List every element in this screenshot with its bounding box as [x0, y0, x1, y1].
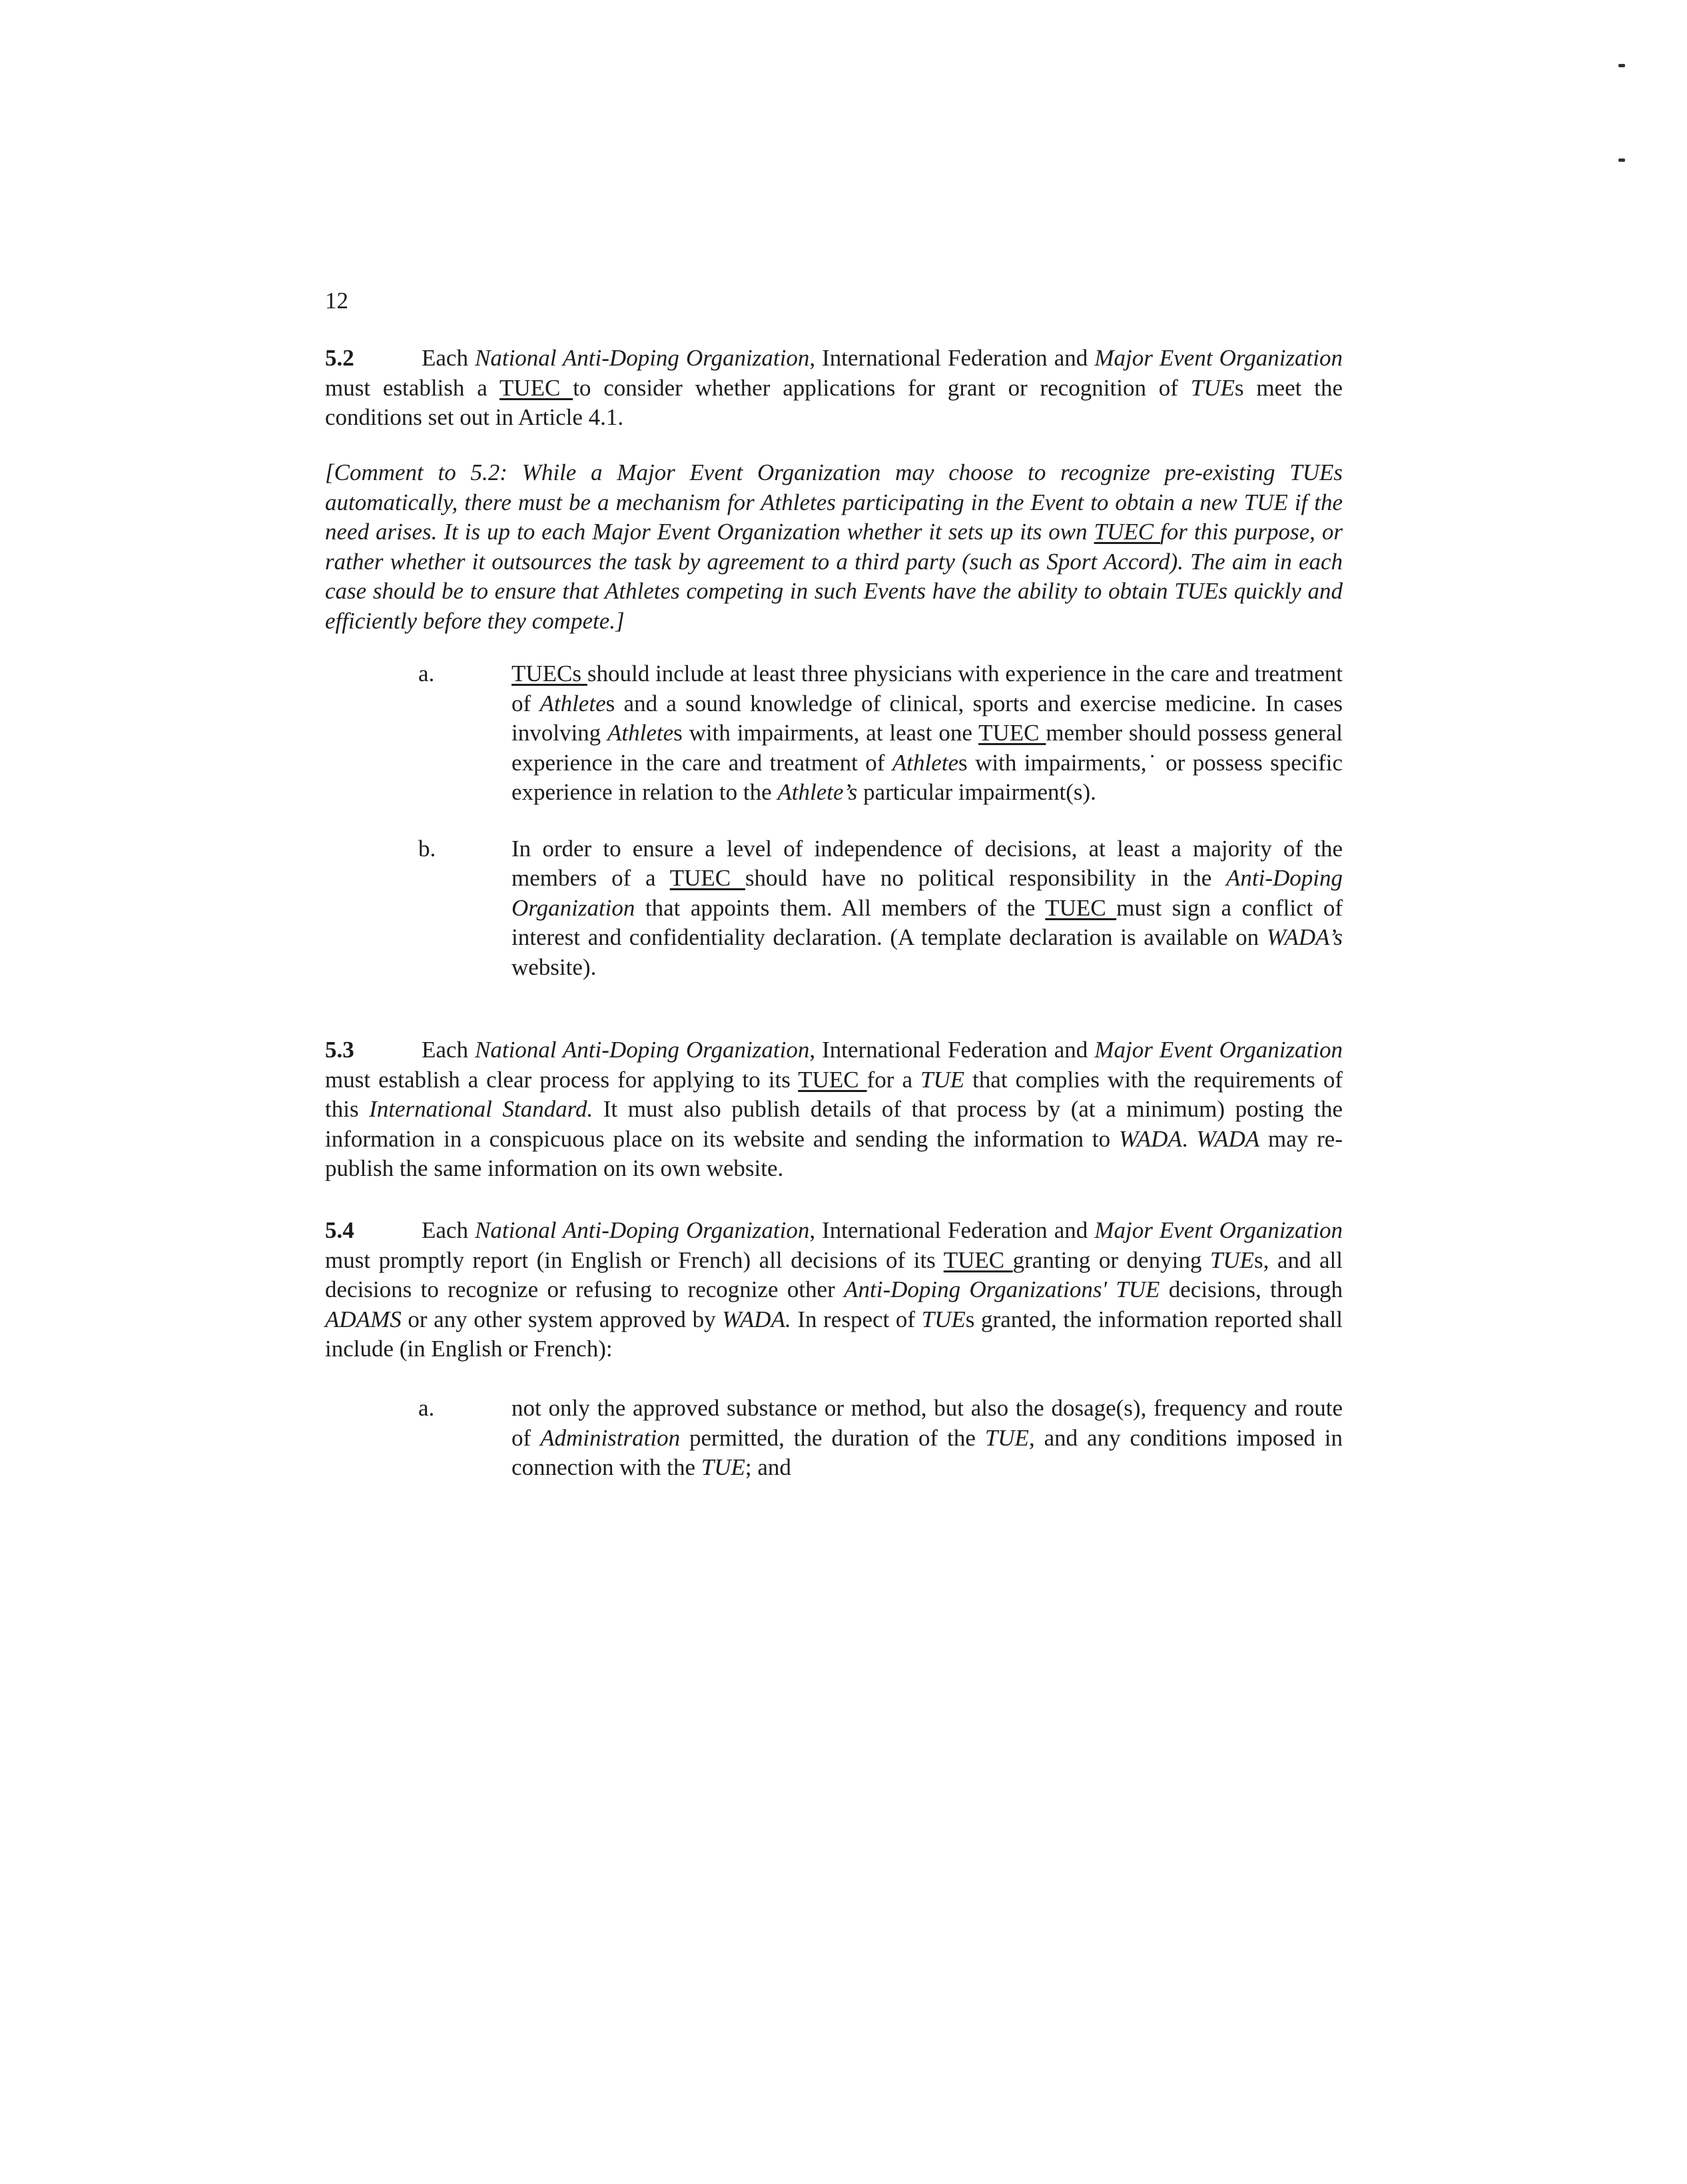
- text: s with impairments,˙ or possess specific experience in relation to the: [511, 749, 1343, 805]
- underlined-term: TUEC: [499, 374, 573, 401]
- underlined-term: TUEC: [943, 1246, 1013, 1273]
- list-5-2: [325, 659, 1343, 982]
- section-5-2: [325, 344, 1343, 433]
- text: must establish a: [325, 374, 500, 401]
- text: s, and all decisions to recognize or refusing to recognize other: [325, 1246, 1343, 1302]
- list-item: [325, 834, 1343, 983]
- italic-term: Anti-Doping Organizations' TUE: [844, 1276, 1160, 1302]
- text: , and any conditions imposed in connection with the: [511, 1424, 1343, 1480]
- italic-term: National Anti-Doping Organization: [475, 1037, 810, 1063]
- text: , International Federation and: [809, 1037, 1095, 1063]
- list-marker: a.: [418, 1395, 435, 1421]
- comment-text: for this purpose, or rather whether it outsources the task by agreement to a third party (such as Sport Accord). The aim in each case should be to ensure that Athletes competing in such Events have the ability to obtain TUEs quickly and efficiently before they compete.]: [325, 519, 1343, 634]
- italic-term: TUE: [984, 1424, 1029, 1451]
- italic-term: Major Event Organization: [1094, 345, 1343, 371]
- text: decisions, through: [1160, 1276, 1343, 1302]
- text: to consider whether applications for grant or recognition of: [573, 374, 1191, 401]
- italic-term: TUE: [921, 1306, 966, 1332]
- list-item: [325, 659, 1343, 808]
- text: s and a sound knowledge of clinical, sports and exercise medicine. In cases involving: [511, 690, 1343, 746]
- italic-term: TUE: [1209, 1246, 1254, 1273]
- text: , International Federation and: [809, 1217, 1095, 1243]
- text: Each: [422, 1037, 475, 1063]
- text: ; and: [745, 1454, 791, 1480]
- text: particular impairment(s).: [857, 779, 1096, 805]
- italic-term: Athlete: [892, 749, 959, 776]
- italic-term: Athlete: [539, 690, 606, 716]
- text: In order to ensure a level of independence of decisions, at least a majority of the members of a: [511, 835, 1343, 891]
- underlined-term: TUEC: [1094, 519, 1161, 545]
- text: that appoints them. All members of the: [635, 894, 1046, 921]
- italic-term: TUE: [1190, 374, 1235, 401]
- text: Each: [422, 1217, 475, 1243]
- page-number: 12: [325, 288, 348, 314]
- underlined-term: TUECs: [511, 661, 587, 686]
- text: .: [1181, 1125, 1197, 1152]
- list-item: [325, 1394, 1343, 1483]
- italic-term: WADA: [1118, 1125, 1182, 1152]
- italic-term: WADA.: [722, 1306, 791, 1332]
- text: should include at least three physicians with experience in the care and treatment of: [511, 661, 1343, 716]
- scan-speck: [1618, 158, 1625, 162]
- italic-term: National Anti-Doping Organization: [475, 1217, 810, 1243]
- text: must establish a clear process for applying to its: [325, 1066, 799, 1093]
- text: should have no political responsibility in the: [745, 865, 1227, 891]
- italic-term: Athlete’s: [777, 779, 858, 805]
- list-marker: b.: [418, 835, 436, 862]
- italic-term: WADA: [1196, 1125, 1260, 1152]
- text: s granted, the information reported shall include (in English or French):: [325, 1306, 1343, 1362]
- text: may re-publish the same information on its own website.: [325, 1125, 1343, 1181]
- underlined-term: TUEC: [1045, 894, 1117, 921]
- section-number: 5.4: [325, 1217, 354, 1243]
- italic-term: TUE: [920, 1066, 965, 1093]
- text: must promptly report (in English or French) all decisions of its: [325, 1246, 944, 1273]
- text: or any other system approved by: [401, 1306, 723, 1332]
- section-number: 5.3: [325, 1037, 354, 1063]
- underlined-term: TUEC: [978, 720, 1046, 746]
- comment-5-2: [325, 458, 1343, 636]
- italic-term: Administration: [540, 1424, 681, 1451]
- text: must sign a conflict of interest and confidentiality declaration. (A template declaration is available on: [511, 894, 1343, 950]
- text: granting or denying: [1012, 1246, 1210, 1273]
- text: s meet the conditions set out in Article 4.1.: [325, 374, 1343, 430]
- list-marker: a.: [418, 661, 435, 686]
- italic-term: National Anti-Doping Organization: [475, 345, 810, 371]
- text: that complies with the requirements of this: [325, 1066, 1343, 1122]
- underlined-term: TUEC: [669, 865, 745, 891]
- text: permitted, the duration of the: [680, 1424, 985, 1451]
- text: website).: [511, 954, 597, 980]
- text: Each: [422, 345, 475, 371]
- scan-speck: [1618, 64, 1625, 67]
- italic-term: TUE: [701, 1454, 745, 1480]
- italic-term: WADA’s: [1266, 924, 1343, 950]
- text: member should possess general experience in the care and treatment of: [511, 720, 1343, 776]
- section-5-4: [325, 1216, 1343, 1364]
- italic-term: Anti-Doping Organization: [511, 865, 1343, 921]
- italic-term: International Standard.: [369, 1096, 593, 1122]
- text: s with impairments, at least one: [673, 720, 979, 746]
- text: In respect of: [791, 1306, 922, 1332]
- section-number: 5.2: [325, 345, 354, 371]
- italic-term: Major Event Organization: [1094, 1037, 1343, 1063]
- italic-term: Major Event Organization: [1094, 1217, 1343, 1243]
- text: It must also publish details of that process by (at a minimum) posting the information in a conspicuous place on its website and sending the information to: [325, 1096, 1343, 1152]
- text: for a: [866, 1066, 921, 1093]
- italic-term: ADAMS: [325, 1306, 402, 1332]
- comment-text: [Comment to 5.2: While a Major Event Organization may choose to recognize pre-existing TUEs automatically, there must be a mechanism for Athletes participating in the Event to obtain a new TUE if the need arises. It is up to each Major Event Organization whether it sets up its own: [325, 459, 1343, 545]
- list-5-4: [325, 1394, 1343, 1483]
- section-5-3: [325, 1035, 1343, 1184]
- underlined-term: TUEC: [798, 1066, 867, 1093]
- text: not only the approved substance or method, but also the dosage(s), frequency and route of: [511, 1395, 1343, 1451]
- text: , International Federation and: [809, 345, 1095, 371]
- italic-term: Athlete: [607, 720, 674, 746]
